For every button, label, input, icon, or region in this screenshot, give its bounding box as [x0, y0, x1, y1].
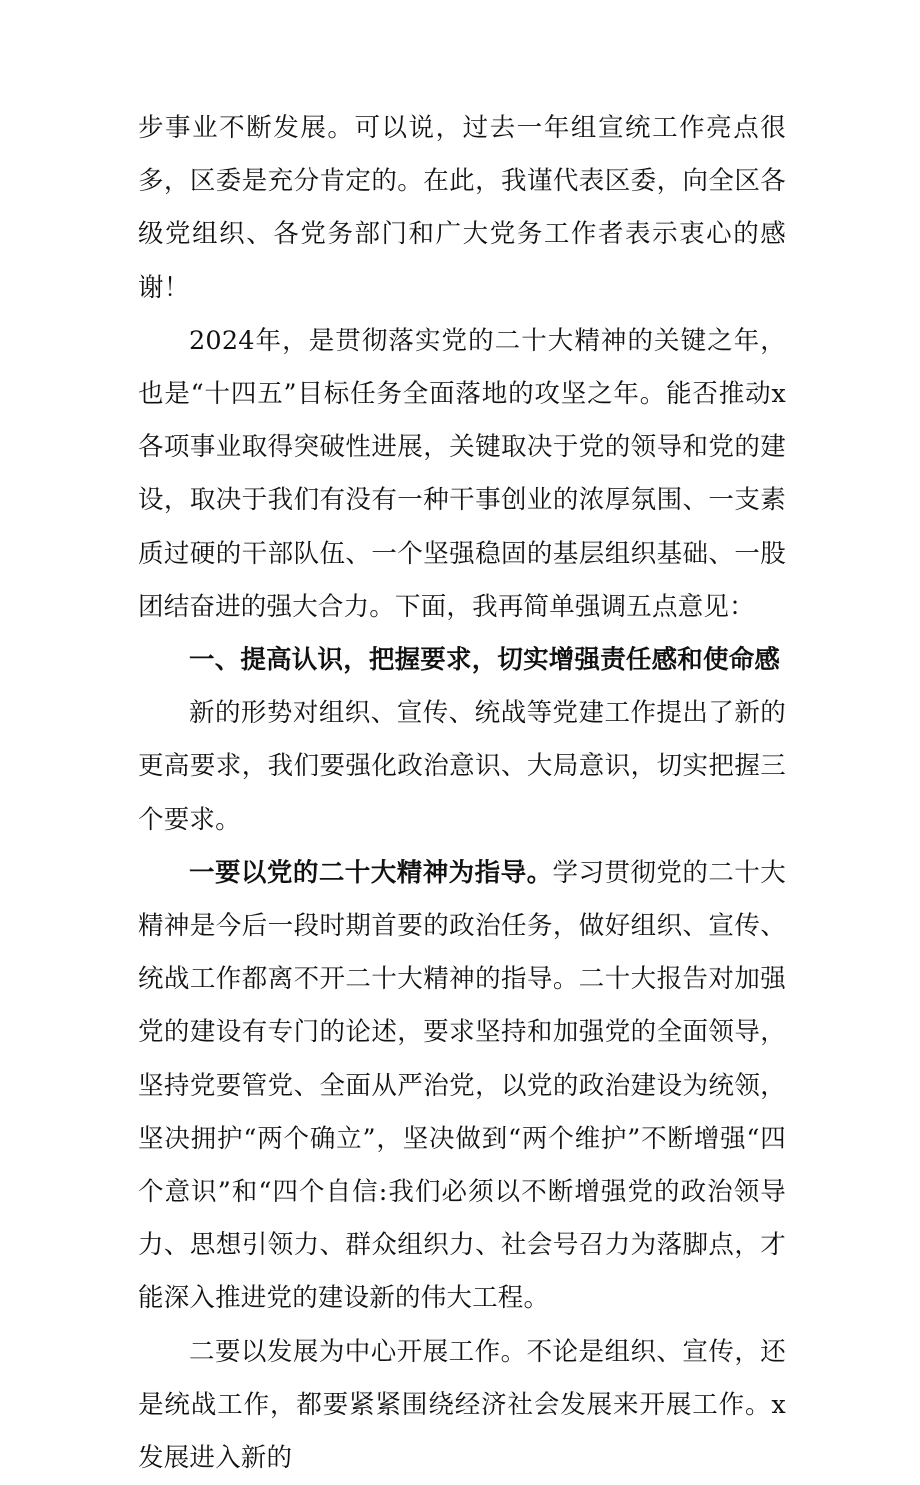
document-page [138, 102, 786, 1485]
paragraph-first-requirement [138, 847, 786, 1326]
paragraph-continuation: 步事业不断发展。可以说，过去一年组宣统工作亮点很多，区委是充分肯定的。在此，我谨代表区委，向全区各级党组织、各党务部门和广大党务工作者表示衷心的感谢！ [138, 113, 786, 303]
paragraph-2024-intro: 2024年，是贯彻落实党的二十大精神的关键之年，也是“十四五”目标任务全面落地的攻坚之年。能否推动x各项事业取得突破性进展，关键取决于党的领导和党的建设，取决于我们有没有一种干事创业的浓厚氛围、一支素质过硬的干部队伍、一个坚强稳固的基层组织基础、一股团结奋进的强大合力。下面，我再简单强调五点意见： [138, 325, 786, 622]
first-requirement-lead: 一要以党的二十大精神为指导。 [189, 857, 553, 888]
section-heading-1: 一、提高认识，把握要求，切实增强责任感和使命感 [189, 645, 781, 676]
paragraph-requirements: 新的形势对组织、宣传、统战等党建工作提出了新的更高要求，我们要强化政治意识、大局意识，切实把握三个要求。 [138, 698, 786, 835]
paragraph-second-requirement: 二要以发展为中心开展工作。不论是组织、宣传，还是统战工作，都要紧紧围绕经济社会发展来开展工作。x发展进入新的 [138, 1336, 786, 1474]
first-requirement-body: 学习贯彻党的二十大精神是今后一段时期首要的政治任务，做好组织、宣传、统战工作都离不开二十大精神的指导。二十大报告对加强党的建设有专门的论述，要求坚持和加强党的全面领导，坚持党要管党、全面从严治党，以党的政治建设为统领，坚决拥护“两个确立”，坚决做到“两个维护”不断增强“四个意识”和“四个自信:我们必须以不断增强党的政治领导力、思想引领力、群众组织力、社会号召力为落脚点，才能深入推进党的建设新的伟大工程。 [138, 857, 786, 1314]
